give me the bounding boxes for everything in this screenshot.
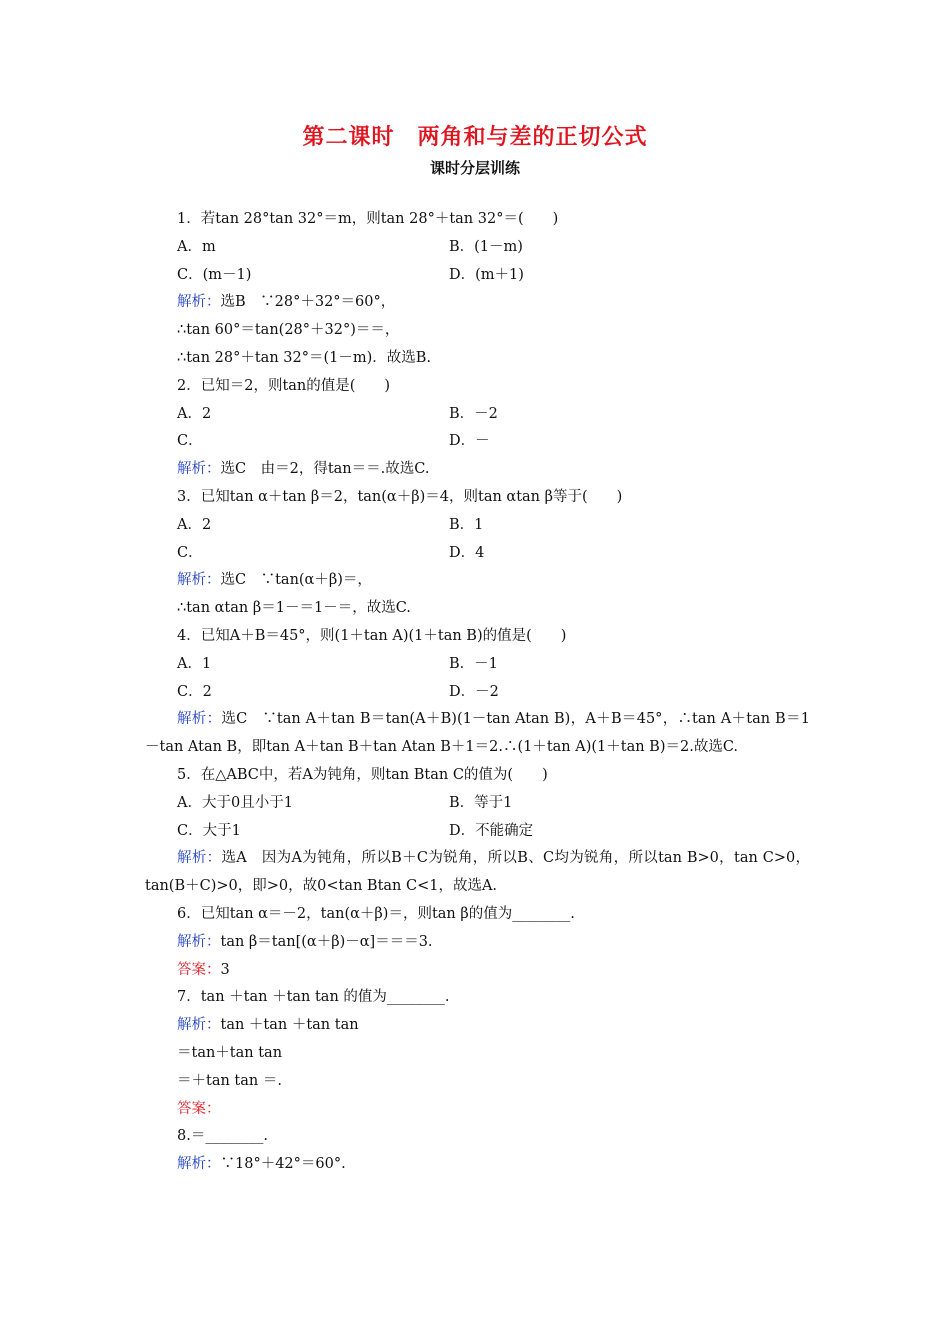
q6-stem: 6．已知tan α＝－2，tan(α＋β)＝，则tan β的值为________. (177, 905, 575, 922)
answer-label: 答案： (177, 1100, 221, 1117)
q3-option-a: A．2 (177, 516, 212, 533)
q4-stem: 4．已知A＋B＝45°，则(1＋tan A)(1＋tan B)的值是( ) (177, 627, 567, 644)
q5-stem: 5．在△ABC中，若A为钝角，则tan Btan C的值为( ) (177, 766, 548, 783)
q5-option-b: B．等于1 (449, 794, 513, 811)
q4-option-c: C．2 (177, 683, 212, 700)
q4-option-b: B．－1 (449, 655, 498, 672)
q3-option-c: C． (177, 544, 203, 561)
q1-solution-1: 解析：选B ∵28°＋32°＝60°， (177, 294, 396, 311)
page-subtitle: 课时分层训练 (429, 159, 520, 177)
q8-solution-1: 解析：∵18°＋42°＝60°. (177, 1156, 346, 1173)
q4-option-a: A．1 (177, 655, 212, 672)
q5-option-d: D．不能确定 (449, 822, 534, 839)
q1-option-c: C．(m－1) (177, 266, 252, 283)
q5-option-c: C．大于1 (177, 822, 241, 839)
q6-solution-1: 解析：tan β＝tan[(α＋β)－α]＝＝＝3. (177, 933, 433, 950)
solution-label: 解析： (177, 572, 221, 589)
solution-label: 解析： (177, 711, 222, 728)
q2-option-b: B．－2 (449, 405, 498, 422)
q4-solution-1: 解析：选C ∵tan A＋tan B＝tan(A＋B)(1－tan Atan B)，A＋B＝45°，∴tan A＋tan B＝1－tan Atan B，即tan A＋tan B＋tan Atan B＋1＝2.∴(1＋tan A)(1＋tan B)＝2.故选C. (145, 711, 810, 756)
q7-solution-2: ＝tan＋tan tan (177, 1044, 283, 1061)
page-title: 第二课时 两角和与差的正切公式 (302, 125, 648, 150)
q5-options-row1 (145, 790, 810, 818)
q7-solution-3: ＝＋tan tan ＝. (177, 1072, 282, 1089)
q5-options-row2 (145, 818, 810, 846)
solution-label: 解析： (177, 294, 221, 311)
q2-options-row1 (145, 401, 810, 429)
solution-label: 解析： (177, 461, 221, 478)
answer-label: 答案： (177, 961, 221, 978)
solution-label: 解析： (177, 1156, 221, 1173)
q3-solution-2: ∴tan αtan β＝1－＝1－＝，故选C. (177, 600, 411, 617)
q4-option-d: D．－2 (449, 683, 499, 700)
q7-stem: 7．tan ＋tan ＋tan tan 的值为________. (177, 989, 450, 1006)
q2-option-a: A．2 (177, 405, 212, 422)
q1-option-d: D．(m＋1) (449, 266, 524, 283)
q4-options-row1 (145, 651, 810, 679)
q3-options-row2 (145, 540, 810, 568)
q3-options-row1 (145, 512, 810, 540)
q6-answer: 答案：3 (177, 961, 230, 978)
q5-option-a: A．大于0且小于1 (177, 794, 293, 811)
q1-solution-3: ∴tan 28°＋tan 32°＝(1－m)．故选B. (177, 349, 432, 366)
q1-solution-2: ∴tan 60°＝tan(28°＋32°)＝＝， (177, 322, 400, 339)
q4-options-row2 (145, 679, 810, 707)
q2-option-c: C． (177, 433, 203, 450)
q3-option-d: D．4 (449, 544, 485, 561)
q2-option-d: D．－ (449, 433, 490, 450)
solution-label: 解析： (177, 850, 222, 867)
question-list (145, 206, 810, 1179)
q1-option-b: B．(1－m) (449, 238, 523, 255)
q2-solution-1: 解析：选C 由＝2，得tan＝＝.故选C. (177, 461, 430, 478)
q5-solution-1: 解析：选A 因为A为钝角，所以B＋C为锐角，所以B、C均为锐角，所以tan B>0，tan C>0，tan(B＋C)>0，即>0，故0<tan Btan C<1，故选A. (145, 850, 811, 895)
q1-stem: 1．若tan 28°tan 32°＝m，则tan 28°＋tan 32°＝( ) (177, 211, 559, 227)
q2-options-row2 (145, 428, 810, 456)
q3-stem: 3．已知tan α＋tan β＝2，tan(α＋β)＝4，则tan αtan β等于( ) (177, 488, 623, 505)
solution-label: 解析： (177, 933, 221, 950)
solution-label: 解析： (177, 1017, 221, 1034)
q7-answer (145, 1096, 810, 1124)
q1-options-row2 (145, 262, 810, 290)
q8-stem: 8.＝________. (177, 1128, 268, 1145)
q3-solution-1: 解析：选C ∵tan(α＋β)＝， (177, 572, 372, 589)
q2-stem: 2．已知＝2，则tan的值是( ) (177, 377, 391, 394)
q1-options-row1 (145, 234, 810, 262)
q1-option-a: A．m (177, 238, 216, 255)
q7-solution-1: 解析：tan ＋tan ＋tan tan (177, 1017, 359, 1034)
q3-option-b: B．1 (449, 516, 484, 533)
